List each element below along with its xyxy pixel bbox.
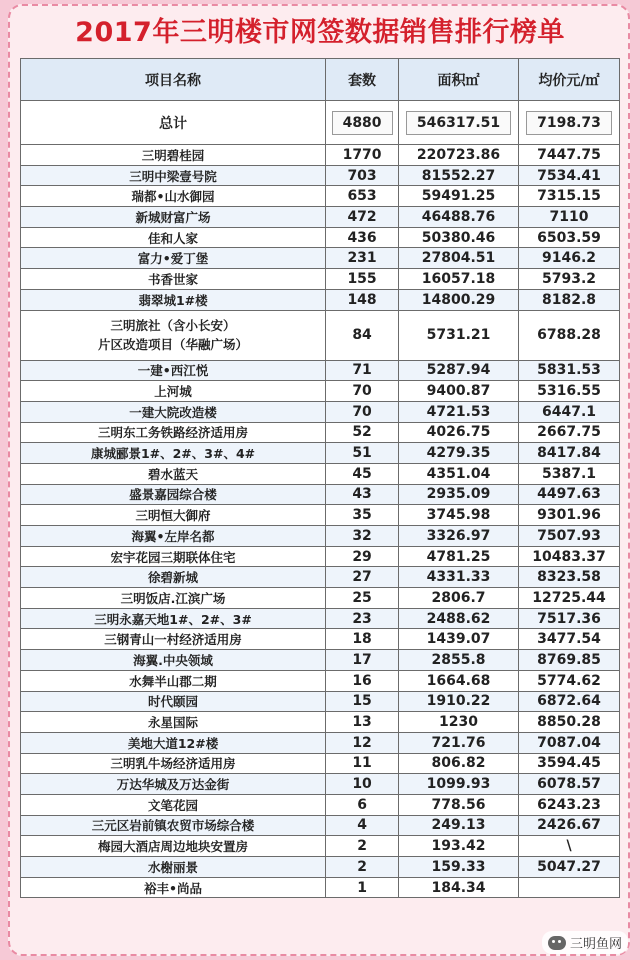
- project-name-line: 徐碧新城: [148, 570, 199, 586]
- unit-count: 18: [326, 629, 399, 650]
- project-name: [21, 629, 326, 650]
- avg-price: [519, 877, 620, 898]
- area-value: 4331.33: [399, 567, 519, 588]
- project-name: [21, 248, 326, 269]
- header-name: 项目名称: [21, 59, 326, 101]
- table-row: [21, 289, 620, 310]
- project-name: [21, 381, 326, 402]
- project-name-line: 三明饭店.江滨广场: [120, 590, 226, 606]
- unit-count: 1: [326, 877, 399, 898]
- area-value: 16057.18: [399, 269, 519, 290]
- project-name-line: 文笔花园: [148, 797, 199, 813]
- unit-count: 70: [326, 381, 399, 402]
- project-name-line: 新城财富广场: [135, 209, 211, 225]
- project-name-line: 水榭丽景: [148, 859, 199, 875]
- avg-price: 7110: [519, 207, 620, 228]
- table-row: [21, 310, 620, 360]
- project-name: [21, 732, 326, 753]
- table-row: [21, 401, 620, 422]
- area-value: 27804.51: [399, 248, 519, 269]
- project-name: [21, 289, 326, 310]
- area-value: 3745.98: [399, 505, 519, 526]
- table-row: [21, 588, 620, 609]
- area-value: 2488.62: [399, 608, 519, 629]
- area-value: 1439.07: [399, 629, 519, 650]
- unit-count: 472: [326, 207, 399, 228]
- table-row: [21, 753, 620, 774]
- project-name-line: 瑞都•山水御园: [131, 189, 215, 205]
- avg-price: 8417.84: [519, 443, 620, 464]
- unit-count: 703: [326, 165, 399, 186]
- project-name: [21, 836, 326, 857]
- project-name-line: 美地大道12#楼: [127, 735, 219, 751]
- area-value: 50380.46: [399, 227, 519, 248]
- table-row: [21, 546, 620, 567]
- project-name: [21, 422, 326, 443]
- avg-price: 6503.59: [519, 227, 620, 248]
- avg-price: 5316.55: [519, 381, 620, 402]
- total-label: 总计: [21, 101, 326, 145]
- avg-price: 2426.67: [519, 815, 620, 836]
- project-name-line: 三明旅社（含小长安）: [110, 318, 236, 333]
- table-row: [21, 422, 620, 443]
- area-value: 184.34: [399, 877, 519, 898]
- project-name-line: 时代颐园: [148, 694, 199, 710]
- project-name: [21, 463, 326, 484]
- table-row: [21, 248, 620, 269]
- project-name-line: 碧水蓝天: [148, 466, 199, 482]
- table-row: [21, 186, 620, 207]
- area-value: 46488.76: [399, 207, 519, 228]
- avg-price: 6788.28: [519, 310, 620, 360]
- table-header-row: [21, 59, 620, 101]
- project-name: [21, 857, 326, 878]
- project-name-line: 海翼.中央领域: [133, 652, 213, 668]
- avg-price: 5774.62: [519, 670, 620, 691]
- area-value: 4721.53: [399, 401, 519, 422]
- table-row: [21, 794, 620, 815]
- avg-price: 8182.8: [519, 289, 620, 310]
- project-name: [21, 670, 326, 691]
- table-row: [21, 815, 620, 836]
- page-title: 2017年三明楼市网签数据销售排行榜单: [75, 17, 565, 48]
- project-name-line: 盛景嘉园综合楼: [129, 487, 217, 503]
- total-area: 546317.51: [406, 111, 511, 135]
- area-value: 2855.8: [399, 650, 519, 671]
- project-name-line: 万达华城及万达金街: [116, 777, 230, 793]
- area-value: 1230: [399, 712, 519, 733]
- avg-price: 4497.63: [519, 484, 620, 505]
- avg-price: 5047.27: [519, 857, 620, 878]
- avg-price: 8769.85: [519, 650, 620, 671]
- table-row: [21, 165, 620, 186]
- avg-price: \: [519, 836, 620, 857]
- table-row: [21, 360, 620, 381]
- table-row: [21, 608, 620, 629]
- area-value: 59491.25: [399, 186, 519, 207]
- avg-price: 7315.15: [519, 186, 620, 207]
- area-value: 4026.75: [399, 422, 519, 443]
- avg-price: 6078.57: [519, 774, 620, 795]
- header-area: 面积㎡: [399, 59, 519, 101]
- project-name: [21, 588, 326, 609]
- project-name-line: 翡翠城1#楼: [138, 292, 208, 308]
- project-name: [21, 227, 326, 248]
- avg-price: 5793.2: [519, 269, 620, 290]
- project-name-line: 永星国际: [148, 715, 199, 731]
- project-name: [21, 360, 326, 381]
- unit-count: 25: [326, 588, 399, 609]
- unit-count: 11: [326, 753, 399, 774]
- table-row: [21, 443, 620, 464]
- project-name: [21, 165, 326, 186]
- table-row: [21, 207, 620, 228]
- table-row: [21, 463, 620, 484]
- area-value: 4351.04: [399, 463, 519, 484]
- project-name: [21, 484, 326, 505]
- project-name-line: 梅园大酒店周边地块安置房: [98, 839, 249, 855]
- project-name-line: 上河城: [154, 384, 192, 400]
- unit-count: 52: [326, 422, 399, 443]
- area-value: 1664.68: [399, 670, 519, 691]
- area-value: 2935.09: [399, 484, 519, 505]
- avg-price: 8323.58: [519, 567, 620, 588]
- project-name: [21, 310, 326, 360]
- table-row: [21, 629, 620, 650]
- avg-price: 7517.36: [519, 608, 620, 629]
- avg-price: 5387.1: [519, 463, 620, 484]
- unit-count: 2: [326, 836, 399, 857]
- project-name: [21, 145, 326, 166]
- avg-price: 12725.44: [519, 588, 620, 609]
- project-name-line: 三明东工务铁路经济适用房: [98, 425, 249, 441]
- unit-count: 27: [326, 567, 399, 588]
- unit-count: 32: [326, 526, 399, 547]
- area-value: 9400.87: [399, 381, 519, 402]
- table-row: [21, 774, 620, 795]
- unit-count: 35: [326, 505, 399, 526]
- area-value: 5731.21: [399, 310, 519, 360]
- avg-price: 7087.04: [519, 732, 620, 753]
- table-row: [21, 505, 620, 526]
- project-name-line: 书香世家: [148, 271, 199, 287]
- watermark: [542, 931, 628, 954]
- area-value: 5287.94: [399, 360, 519, 381]
- project-name: [21, 650, 326, 671]
- area-value: 159.33: [399, 857, 519, 878]
- project-name-line: 三明恒大御府: [135, 508, 211, 524]
- avg-price: 10483.37: [519, 546, 620, 567]
- unit-count: 29: [326, 546, 399, 567]
- project-name: [21, 774, 326, 795]
- avg-price: 3594.45: [519, 753, 620, 774]
- table-row: [21, 381, 620, 402]
- unit-count: 155: [326, 269, 399, 290]
- project-name: [21, 443, 326, 464]
- area-value: 4781.25: [399, 546, 519, 567]
- unit-count: 43: [326, 484, 399, 505]
- table-row: [21, 567, 620, 588]
- area-value: 4279.35: [399, 443, 519, 464]
- table-row: [21, 484, 620, 505]
- unit-count: 436: [326, 227, 399, 248]
- avg-price: 5831.53: [519, 360, 620, 381]
- project-name-line: 三元区岩前镇农贸市场综合楼: [91, 818, 255, 834]
- total-row: [21, 101, 620, 145]
- table-row: [21, 857, 620, 878]
- project-name-line: 三明永嘉天地1#、2#、3#: [94, 611, 252, 627]
- table-row: [21, 227, 620, 248]
- table-row: [21, 650, 620, 671]
- avg-price: 7507.93: [519, 526, 620, 547]
- area-value: 220723.86: [399, 145, 519, 166]
- unit-count: 2: [326, 857, 399, 878]
- wechat-icon: [548, 936, 566, 950]
- project-name: [21, 269, 326, 290]
- area-value: 806.82: [399, 753, 519, 774]
- unit-count: 653: [326, 186, 399, 207]
- unit-count: 231: [326, 248, 399, 269]
- project-name-line: 水舞半山郡二期: [129, 673, 217, 689]
- project-name-line: 裕丰•尚品: [144, 880, 203, 896]
- project-name: [21, 753, 326, 774]
- avg-price: 9146.2: [519, 248, 620, 269]
- table-row: [21, 877, 620, 898]
- unit-count: 71: [326, 360, 399, 381]
- unit-count: 45: [326, 463, 399, 484]
- unit-count: 4: [326, 815, 399, 836]
- table-row: [21, 145, 620, 166]
- header-count: 套数: [326, 59, 399, 101]
- table-row: [21, 269, 620, 290]
- table-row: [21, 691, 620, 712]
- project-name-line: 宏宇花园三期联体住宅: [110, 549, 236, 565]
- unit-count: 148: [326, 289, 399, 310]
- unit-count: 23: [326, 608, 399, 629]
- table-row: [21, 670, 620, 691]
- unit-count: 12: [326, 732, 399, 753]
- avg-price: 6447.1: [519, 401, 620, 422]
- avg-price: 8850.28: [519, 712, 620, 733]
- unit-count: 15: [326, 691, 399, 712]
- area-value: 81552.27: [399, 165, 519, 186]
- area-value: 14800.29: [399, 289, 519, 310]
- watermark-text: 三明鱼网: [569, 937, 622, 952]
- avg-price: 6872.64: [519, 691, 620, 712]
- project-name-line: 佳和人家: [148, 230, 199, 246]
- table-row: [21, 526, 620, 547]
- area-value: 249.13: [399, 815, 519, 836]
- avg-price: 2667.75: [519, 422, 620, 443]
- unit-count: 10: [326, 774, 399, 795]
- project-name: [21, 815, 326, 836]
- unit-count: 16: [326, 670, 399, 691]
- project-name-line: 一建大院改造楼: [129, 404, 217, 420]
- unit-count: 70: [326, 401, 399, 422]
- avg-price: 7534.41: [519, 165, 620, 186]
- project-name: [21, 608, 326, 629]
- total-price: 7198.73: [526, 111, 612, 135]
- unit-count: 17: [326, 650, 399, 671]
- project-name-line: 海翼•左岸名都: [131, 528, 215, 544]
- avg-price: 6243.23: [519, 794, 620, 815]
- project-name-line: 三明碧桂园: [141, 147, 205, 163]
- unit-count: 84: [326, 310, 399, 360]
- total-count: 4880: [332, 111, 393, 135]
- avg-price: 9301.96: [519, 505, 620, 526]
- project-name: [21, 712, 326, 733]
- table-row: [21, 732, 620, 753]
- project-name-line: 三明乳牛场经济适用房: [110, 756, 236, 772]
- project-name-line: 片区改造项目（华融广场）: [98, 337, 249, 352]
- project-name-line: 三明中梁壹号院: [129, 168, 217, 184]
- project-name-line: 一建•西江悦: [137, 363, 209, 379]
- area-value: 1910.22: [399, 691, 519, 712]
- project-name-line: 康城郦景1#、2#、3#、4#: [90, 446, 256, 462]
- project-name: [21, 546, 326, 567]
- project-name: [21, 794, 326, 815]
- project-name: [21, 877, 326, 898]
- project-name-line: 富力•爱丁堡: [137, 251, 209, 267]
- unit-count: 6: [326, 794, 399, 815]
- project-name: [21, 526, 326, 547]
- table-row: [21, 712, 620, 733]
- table-row: [21, 836, 620, 857]
- sales-table: [20, 58, 620, 898]
- area-value: 778.56: [399, 794, 519, 815]
- project-name: [21, 207, 326, 228]
- project-name-line: 三钢青山一村经济适用房: [104, 632, 242, 648]
- unit-count: 1770: [326, 145, 399, 166]
- project-name: [21, 691, 326, 712]
- avg-price: 7447.75: [519, 145, 620, 166]
- project-name: [21, 567, 326, 588]
- area-value: 2806.7: [399, 588, 519, 609]
- project-name: [21, 401, 326, 422]
- area-value: 1099.93: [399, 774, 519, 795]
- area-value: 721.76: [399, 732, 519, 753]
- project-name: [21, 505, 326, 526]
- area-value: 3326.97: [399, 526, 519, 547]
- unit-count: 51: [326, 443, 399, 464]
- project-name: [21, 186, 326, 207]
- unit-count: 13: [326, 712, 399, 733]
- avg-price: 3477.54: [519, 629, 620, 650]
- area-value: 193.42: [399, 836, 519, 857]
- header-price: 均价元/㎡: [519, 59, 620, 101]
